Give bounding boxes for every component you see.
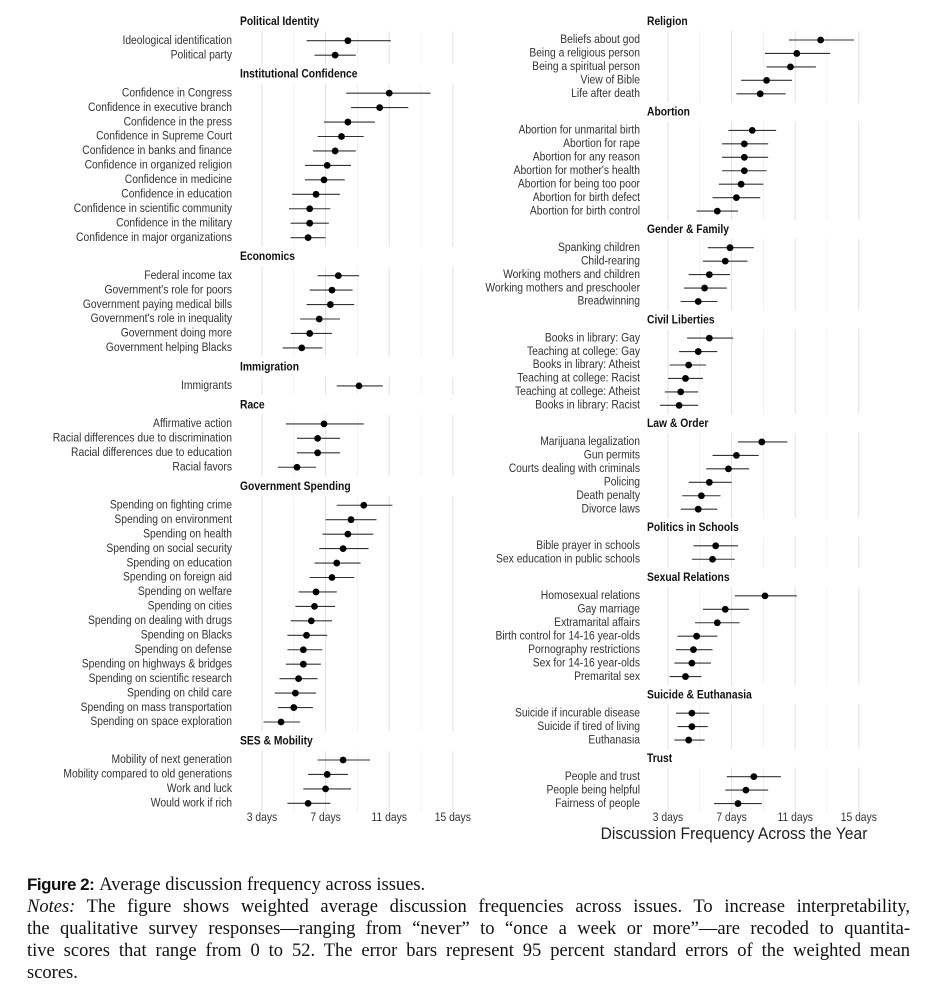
row-label: Pornography restrictions — [528, 643, 640, 657]
notes-text-1: The figure shows weighted average discussion frequencies across issues. To increase interpretability, — [86, 897, 910, 917]
mean-dot — [329, 287, 336, 294]
mean-dot — [722, 258, 729, 265]
mean-dot — [741, 140, 748, 147]
mean-dot — [292, 690, 299, 697]
mean-dot — [298, 345, 305, 352]
row-label: Spending on health — [143, 527, 232, 541]
notes-text-3: tive scores that range from 0 to 52. The error bars represent 95 percent standard errors of the weighted mean — [27, 941, 910, 961]
facet-title: Race — [240, 398, 265, 412]
mean-dot — [311, 603, 318, 610]
row-label: Premarital sex — [574, 670, 640, 683]
row-label: Birth control for 14-16 year-olds — [495, 629, 640, 643]
x-tick-label: 11 days — [777, 811, 813, 825]
facet-title: Political Identity — [240, 15, 320, 29]
mean-dot — [688, 660, 695, 667]
mean-dot — [688, 710, 695, 717]
row-label: Mobility of next generation — [111, 753, 232, 767]
facet-title: Suicide & Euthanasia — [647, 688, 752, 702]
facet — [74, 68, 453, 247]
row-label: Racial favors — [172, 460, 232, 474]
mean-dot — [743, 787, 750, 794]
mean-dot — [314, 435, 321, 442]
notes-label: Notes: — [27, 897, 76, 917]
facet-title: Government Spending — [240, 480, 351, 493]
notes-text-2: the qualitative survey responses—ranging from “never” to “once a week or more”—are recoded to quantita- — [27, 919, 910, 939]
notes-line-4 — [27, 962, 910, 984]
mean-dot — [695, 298, 702, 305]
mean-dot — [360, 502, 367, 509]
facet-title: Immigration — [240, 360, 300, 374]
facet — [514, 106, 859, 220]
mean-dot — [290, 704, 297, 711]
row-label: Federal income tax — [144, 269, 232, 283]
mean-dot — [340, 545, 347, 552]
mean-dot — [714, 619, 721, 626]
mean-dot — [706, 479, 713, 486]
mean-dot — [321, 421, 328, 428]
mean-dot — [332, 52, 339, 59]
x-tick-label: 15 days — [434, 811, 471, 825]
row-label: Books in library: Racist — [535, 398, 640, 412]
facet — [81, 480, 453, 731]
mean-dot — [741, 167, 748, 174]
facet — [496, 521, 859, 568]
mean-dot — [725, 465, 732, 472]
facet-title: Abortion — [647, 105, 690, 119]
mean-dot — [344, 119, 351, 126]
mean-dot — [306, 205, 313, 212]
mean-dot — [306, 220, 313, 227]
row-label: Confidence in the press — [123, 115, 232, 129]
row-label: Government paying medical bills — [82, 298, 232, 311]
mean-dot — [322, 786, 329, 793]
row-label: Government doing more — [120, 327, 232, 340]
mean-dot — [305, 234, 312, 241]
row-label: Confidence in the military — [116, 216, 232, 230]
row-label: Books in library: Gay — [544, 331, 640, 345]
row-label: Spending on fighting crime — [109, 498, 232, 512]
row-label: Beliefs about god — [560, 33, 640, 47]
mean-dot — [344, 37, 351, 44]
row-label: Spending on environment — [114, 513, 232, 527]
mean-dot — [706, 271, 713, 278]
figure-number: Figure 2: — [27, 875, 95, 894]
facet-title: Sexual Relations — [647, 571, 730, 585]
mean-dot — [278, 719, 285, 726]
mean-dot — [386, 90, 393, 97]
row-label: Confidence in organized religion — [84, 158, 233, 172]
row-label: Teaching at college: Racist — [517, 372, 640, 385]
row-label: Life after death — [571, 87, 640, 101]
mean-dot — [376, 104, 383, 111]
row-label: Government's role for poors — [104, 283, 232, 297]
row-label: Abortion for rape — [563, 137, 640, 151]
row-label: Child-rearing — [580, 254, 640, 268]
mean-dot — [324, 162, 331, 169]
row-label: Abortion for any reason — [532, 150, 640, 164]
row-label: Spending on social security — [106, 542, 232, 556]
x-axis-title: Discussion Frequency Across the Year — [600, 824, 868, 844]
facet-title: Religion — [647, 15, 688, 29]
row-label: View of Bible — [580, 73, 640, 87]
mean-dot — [750, 773, 757, 780]
mean-dot — [763, 77, 770, 84]
mean-dot — [733, 452, 740, 459]
mean-dot — [693, 633, 700, 640]
mean-dot — [712, 542, 719, 549]
row-label: Spending on highways & bridges — [81, 657, 232, 671]
notes-text-4: scores. — [27, 963, 78, 983]
mean-dot — [313, 191, 320, 198]
row-label: Working mothers and children — [503, 268, 640, 282]
mean-dot — [722, 606, 729, 613]
row-label: Fairness of people — [555, 797, 640, 810]
row-label: Confidence in executive branch — [88, 101, 232, 115]
x-tick-label: 7 days — [716, 811, 747, 825]
mean-dot — [356, 383, 363, 390]
row-label: Being a spiritual person — [532, 60, 640, 74]
mean-dot — [698, 492, 705, 499]
facet — [496, 571, 859, 685]
row-label: Working mothers and preschooler — [485, 281, 640, 295]
mean-dot — [682, 673, 689, 680]
row-label: Breadwinning — [577, 295, 640, 308]
row-label: Racial differences due to discrimination — [52, 431, 233, 445]
row-label: Sex for 14-16 year-olds — [532, 656, 640, 670]
row-label: Mobility compared to old generations — [63, 768, 232, 781]
mean-dot — [327, 301, 334, 308]
row-label: Racial differences due to education — [71, 446, 232, 460]
notes-line-3 — [27, 940, 910, 962]
row-label: Policing — [603, 475, 640, 489]
facet — [122, 16, 452, 65]
mean-dot — [758, 439, 765, 446]
row-label: Confidence in scientific community — [73, 202, 232, 216]
mean-dot — [757, 90, 764, 97]
row-label: Abortion for birth defect — [532, 191, 640, 205]
mean-dot — [727, 244, 734, 251]
facet — [485, 223, 858, 310]
row-label: Books in library: Atheist — [532, 358, 640, 372]
mean-dot — [676, 402, 683, 409]
mean-dot — [344, 531, 351, 538]
right-panel — [485, 16, 877, 825]
facet-title: Law & Order — [647, 417, 709, 431]
row-label: Spending on mass transportation — [80, 701, 233, 714]
mean-dot — [741, 154, 748, 161]
row-label: Spending on scientific research — [88, 672, 232, 686]
row-label: Abortion for unmarital birth — [518, 123, 640, 137]
mean-dot — [300, 646, 307, 653]
facet-title: Institutional Confidence — [240, 68, 358, 81]
row-label: Political party — [170, 48, 232, 62]
row-label: Affirmative action — [153, 417, 232, 431]
row-label: Confidence in Supreme Court — [96, 130, 232, 143]
facet-title: Politics in Schools — [647, 521, 739, 535]
facet-title: SES & Mobility — [240, 734, 313, 748]
mean-dot — [695, 506, 702, 513]
mean-dot — [294, 464, 301, 471]
facet — [509, 418, 859, 519]
mean-dot — [714, 208, 721, 215]
x-tick-label: 11 days — [371, 811, 407, 825]
row-label: Suicide if incurable disease — [514, 706, 640, 720]
row-label: Would work if rich — [150, 796, 232, 810]
row-label: People and trust — [564, 770, 640, 784]
row-label: Being a religious person — [529, 47, 640, 60]
row-label: Spending on cities — [147, 599, 232, 613]
mean-dot — [688, 723, 695, 730]
facet — [83, 251, 453, 357]
left-panel — [53, 16, 472, 825]
row-label: Sex education in public schools — [496, 552, 640, 566]
x-tick-label: 15 days — [840, 811, 877, 825]
mean-dot — [695, 348, 702, 355]
mean-dot — [733, 194, 740, 201]
row-label: Abortion for birth control — [529, 204, 640, 218]
row-label: Gay marriage — [577, 602, 640, 616]
mean-dot — [685, 362, 692, 369]
mean-dot — [682, 375, 689, 382]
mean-dot — [817, 37, 824, 44]
row-label: Confidence in major organizations — [76, 231, 232, 245]
row-label: Government helping Blacks — [105, 341, 232, 355]
row-label: Spending on Blacks — [140, 628, 232, 642]
mean-dot — [749, 127, 756, 134]
mean-dot — [706, 335, 713, 342]
facet — [546, 752, 858, 812]
mean-dot — [333, 560, 340, 567]
facet — [529, 16, 858, 103]
mean-dot — [338, 133, 345, 140]
row-label: Courts dealing with criminals — [508, 462, 640, 476]
row-label: Extramarital affairs — [554, 616, 640, 630]
x-tick-label: 3 days — [652, 811, 684, 825]
notes-line-2 — [27, 918, 910, 940]
mean-dot — [313, 589, 320, 596]
row-label: Euthanasia — [588, 733, 640, 747]
facet-title: Trust — [647, 752, 673, 766]
row-label: Homosexual relations — [540, 589, 640, 603]
mean-dot — [321, 176, 328, 183]
row-label: People being helpful — [546, 783, 640, 797]
row-label: Divorce laws — [581, 502, 640, 516]
mean-dot — [735, 800, 742, 807]
mean-dot — [332, 148, 339, 155]
mean-dot — [306, 330, 313, 337]
row-label: Spending on child care — [127, 686, 232, 700]
row-label: Spending on foreign aid — [123, 571, 232, 584]
mean-dot — [701, 285, 708, 292]
row-label: Confidence in medicine — [124, 173, 232, 187]
facet — [515, 689, 859, 749]
row-label: Suicide if tired of living — [537, 720, 640, 734]
row-label: Bible prayer in schools — [536, 539, 640, 553]
mean-dot — [303, 632, 310, 639]
mean-dot — [738, 181, 745, 188]
mean-dot — [762, 592, 769, 599]
mean-dot — [335, 272, 342, 279]
row-label: Spending on dealing with drugs — [88, 614, 232, 628]
row-label: Teaching at college: Atheist — [514, 385, 640, 399]
mean-dot — [295, 675, 302, 682]
notes-line-1 — [27, 896, 910, 918]
figure-caption — [27, 874, 910, 984]
facet — [515, 314, 859, 415]
mean-dot — [300, 661, 307, 668]
mean-dot — [314, 449, 321, 456]
row-label: Spending on defense — [134, 643, 232, 657]
x-tick-label: 3 days — [246, 811, 278, 825]
facet-title: Civil Liberties — [647, 313, 715, 327]
mean-dot — [324, 771, 331, 778]
facet — [53, 399, 453, 476]
facet-title: Gender & Family — [647, 223, 729, 237]
row-label: Spending on welfare — [137, 585, 232, 599]
row-label: Confidence in education — [121, 187, 232, 201]
row-label: Spending on space exploration — [90, 715, 232, 729]
row-label: Government's role in inequality — [90, 312, 233, 326]
mean-dot — [316, 316, 323, 323]
mean-dot — [677, 389, 684, 396]
row-label: Abortion for mother's health — [513, 164, 640, 178]
mean-dot — [787, 64, 794, 71]
mean-dot — [308, 617, 315, 624]
row-label: Spanking children — [557, 241, 640, 255]
row-label: Abortion for being too poor — [517, 177, 640, 191]
mean-dot — [690, 646, 697, 653]
facet-title: Economics — [240, 250, 296, 264]
caption-title-line — [27, 874, 910, 896]
row-label: Teaching at college: Gay — [527, 345, 640, 358]
mean-dot — [340, 757, 347, 764]
facet — [181, 361, 453, 395]
row-label: Ideological identification — [122, 34, 232, 48]
facet — [63, 735, 452, 812]
mean-dot — [685, 737, 692, 744]
figure-title: Average discussion frequency across issues. — [99, 875, 426, 895]
mean-dot — [329, 574, 336, 581]
mean-dot — [305, 800, 312, 807]
row-label: Confidence in Congress — [121, 86, 232, 100]
row-label: Spending on education — [126, 556, 232, 570]
row-label: Marijuana legalization — [540, 435, 640, 449]
row-label: Gun permits — [583, 448, 640, 462]
mean-dot — [348, 516, 355, 523]
row-label: Death penalty — [576, 489, 640, 503]
row-label: Immigrants — [180, 379, 232, 393]
mean-dot — [709, 556, 716, 563]
x-tick-label: 7 days — [310, 811, 341, 825]
row-label: Confidence in banks and finance — [82, 144, 232, 158]
row-label: Work and luck — [166, 782, 232, 796]
mean-dot — [793, 50, 800, 57]
